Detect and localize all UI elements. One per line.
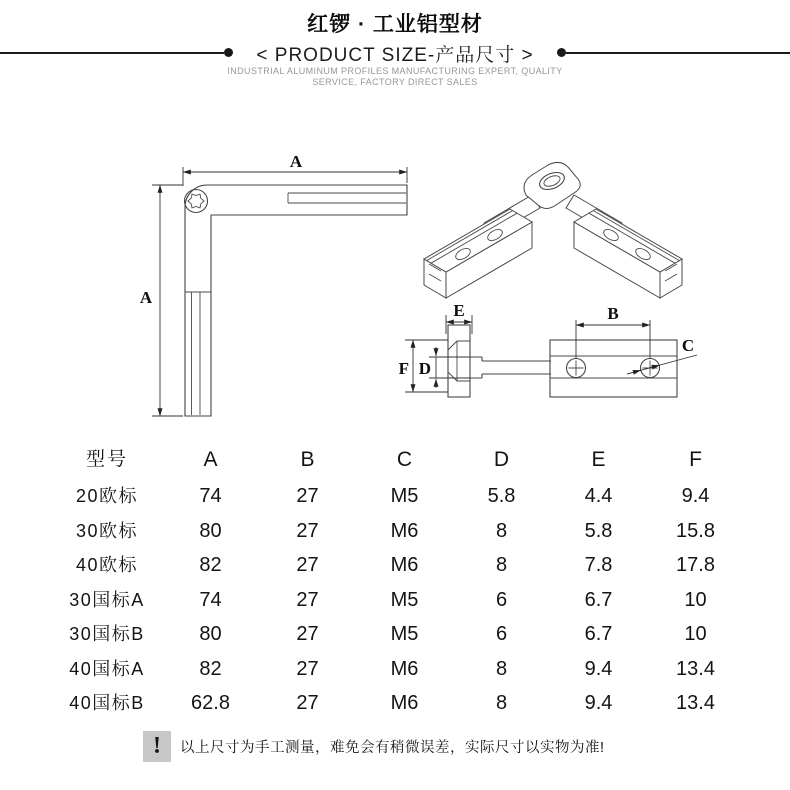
spec-cell: 9.4 [681, 485, 710, 507]
spec-cell: 27 [296, 657, 319, 680]
warning-icon: ! [143, 731, 171, 762]
column-header-1: A [203, 448, 218, 471]
spec-cell: 74 [199, 485, 222, 507]
dim-label-c: C [681, 336, 695, 355]
spec-cell: 82 [199, 657, 222, 680]
spec-cell: 5.8 [584, 519, 613, 542]
spec-cell: 82 [199, 554, 222, 576]
dim-label-b: B [607, 304, 619, 323]
spec-cell: M5 [390, 485, 419, 507]
spec-cell: M5 [390, 623, 419, 645]
company-tagline [0, 66, 790, 88]
spec-cell: 13.4 [676, 692, 715, 714]
dim-label-f: F [398, 359, 409, 378]
spec-cell: 17.8 [676, 554, 715, 576]
column-header-0: 型号 [85, 449, 128, 470]
row-label: 30国标B [69, 624, 145, 644]
spec-cell: M6 [390, 554, 419, 576]
spec-cell: 15.8 [676, 519, 715, 542]
spec-cell: 13.4 [676, 657, 715, 680]
row-label: 40欧标 [75, 555, 139, 575]
dim-label-e: E [453, 301, 465, 320]
technical-drawings [0, 140, 790, 450]
spec-cell: M6 [390, 692, 419, 714]
spec-cell: 4.4 [584, 485, 613, 507]
section-drawing [399, 301, 697, 397]
row-label: 20欧标 [75, 486, 139, 506]
dim-label-a-left: A [139, 288, 153, 307]
spec-cell: 80 [199, 623, 222, 645]
spec-table [52, 441, 744, 721]
column-header-4: D [493, 448, 510, 471]
spec-cell: 27 [296, 623, 319, 645]
column-header-2: B [300, 448, 315, 471]
dim-label-d: D [418, 359, 431, 378]
spec-cell: 27 [296, 519, 319, 542]
spec-cell: 6.7 [584, 588, 613, 611]
tagline-line-1: INDUSTRIAL ALUMINUM PROFILES MANUFACTURING EXPERT, QUALITY [227, 66, 563, 76]
dim-label-a-top: A [289, 152, 303, 171]
spec-cell: M6 [390, 519, 419, 542]
row-label: 40国标A [69, 658, 145, 679]
spec-cell: 27 [296, 485, 319, 507]
spec-cell: 27 [296, 588, 319, 611]
spec-cell: 8 [495, 519, 508, 542]
row-label: 30欧标 [75, 520, 139, 541]
row-label: 30国标A [69, 589, 145, 610]
spec-cell: 9.4 [584, 692, 613, 714]
spec-cell: 8 [495, 554, 508, 576]
spec-cell: M6 [390, 657, 419, 680]
spec-cell: 6 [495, 588, 508, 611]
column-header-5: E [591, 448, 606, 471]
spec-cell: 6.7 [584, 623, 613, 645]
measurement-note [143, 731, 605, 762]
spec-cell: 62.8 [191, 692, 230, 714]
tagline-line-2: SERVICE, FACTORY DIRECT SALES [312, 77, 478, 87]
isometric-drawing [424, 162, 682, 298]
spec-cell: 8 [495, 692, 508, 714]
spec-cell: 5.8 [487, 485, 516, 507]
l-bracket-drawing [140, 152, 407, 416]
column-header-3: C [396, 448, 413, 471]
column-header-6: F [689, 448, 702, 471]
brand-title: 红锣 · 工业铝型材 [307, 13, 483, 36]
spec-cell: 27 [296, 554, 319, 576]
spec-cell: 10 [684, 588, 707, 611]
row-label: 40国标B [69, 693, 145, 713]
page-subtitle: < PRODUCT SIZE-产品尺寸 > [256, 45, 534, 66]
spec-cell: 10 [684, 623, 707, 645]
spec-cell: 6 [495, 623, 508, 645]
spec-cell: 27 [296, 692, 319, 714]
spec-cell: 74 [199, 588, 222, 611]
spec-cell: 8 [495, 657, 508, 680]
spec-cell: M5 [390, 588, 419, 611]
spec-cell: 80 [199, 519, 222, 542]
note-text: 以上尺寸为手工测量，难免会有稍微误差，实际尺寸以实物为准! [180, 740, 605, 756]
spec-cell: 7.8 [584, 554, 613, 576]
spec-cell: 9.4 [584, 657, 613, 680]
